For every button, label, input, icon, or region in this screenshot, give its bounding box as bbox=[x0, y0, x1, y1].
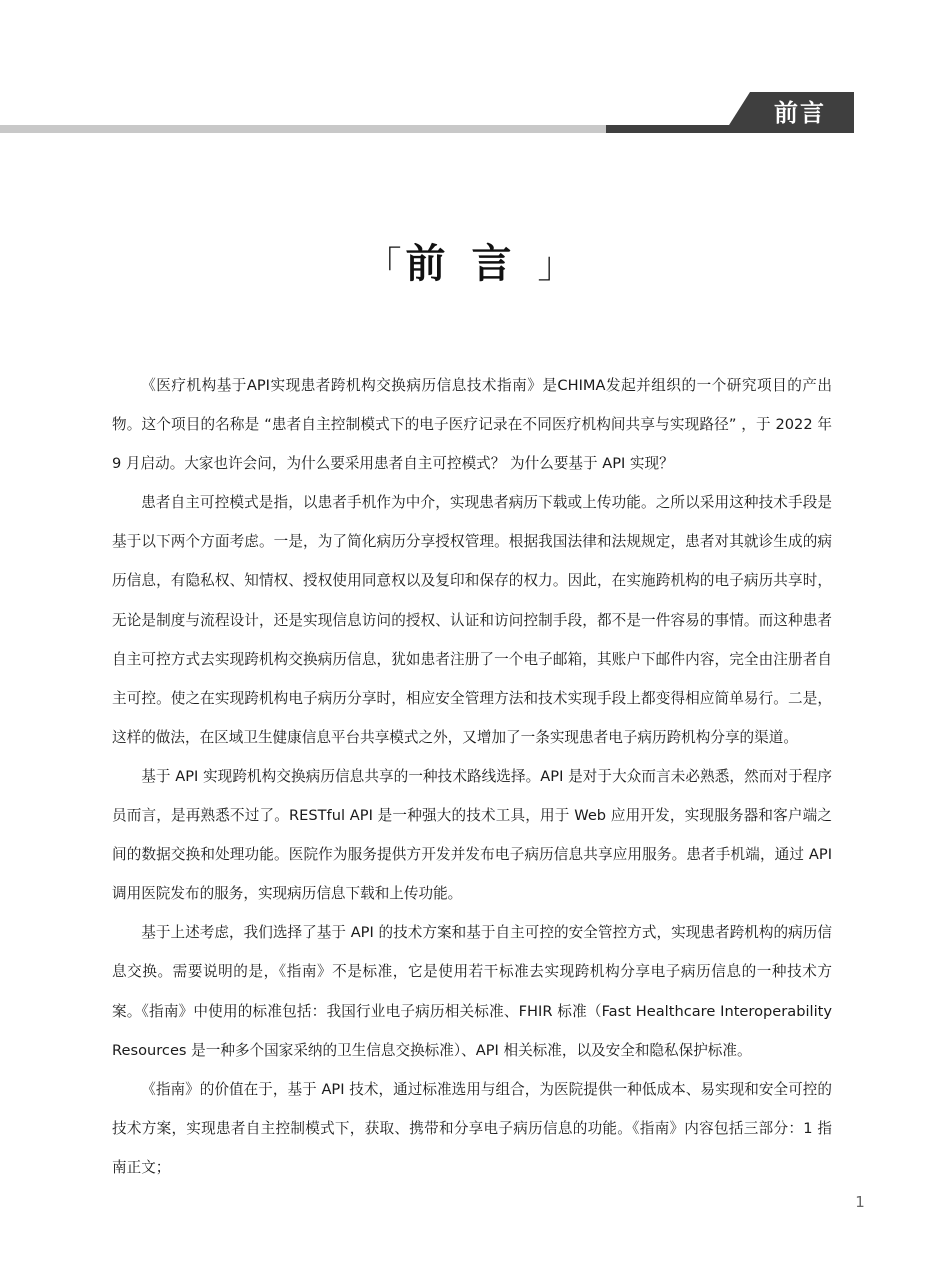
paragraph: 基于上述考虑，我们选择了基于 API 的技术方案和基于自主可控的安全管控方式，实现患者跨机构的病历信息交换。需要说明的是，《指南》不是标准，它是使用若干标准去实现跨机构分享电子病历信息的一种技术方案。《指南》中使用的标准包括：我国行业电子病历相关标准、FHIR 标准（Fast Healthcare Interoperability Resources 是一种多个国家采纳的卫生信息交换标准）、API 相关标准，以及安全和隐私保护标准。 bbox=[112, 924, 832, 1059]
title-close-bracket: 」 bbox=[537, 245, 578, 286]
section-tab-label: 前言 bbox=[774, 99, 826, 127]
header-rule-light bbox=[0, 125, 606, 133]
chapter-header bbox=[0, 0, 943, 140]
page-number: 1 bbox=[855, 1193, 865, 1211]
paragraph: 《医疗机构基于API实现患者跨机构交换病历信息技术指南》是CHIMA发起并组织的一个研究项目的产出物。这个项目的名称是 “患者自主控制模式下的电子医疗记录在不同医疗机构间共享与实现路径” ，于 2022 年 9 月启动。大家也许会问，为什么要采用患者自主可控模式？ 为什么要基于 API 实现？ bbox=[112, 377, 832, 473]
paragraph: 患者自主可控模式是指，以患者手机作为中介，实现患者病历下载或上传功能。之所以采用这种技术手段是基于以下两个方面考虑。一是，为了简化病历分享授权管理。根据我国法律和法规规定，患者对其就诊生成的病历信息，有隐私权、知情权、授权使用同意权以及复印和保存的权力。因此，在实施跨机构的电子病历共享时，无论是制度与流程设计，还是实现信息访问的授权、认证和访问控制手段，都不是一件容易的事情。而这种患者自主可控方式去实现跨机构交换病历信息，犹如患者注册了一个电子邮箱，其账户下邮件内容，完全由注册者自主可控。使之在实现跨机构电子病历分享时，相应安全管理方法和技术实现手段上都变得相应简单易行。二是，这样的做法，在区域卫生健康信息平台共享模式之外，又增加了一条实现患者电子病历跨机构分享的渠道。 bbox=[112, 494, 832, 746]
body-text bbox=[112, 366, 832, 1187]
page-title bbox=[0, 232, 943, 289]
paragraph: 《指南》的价值在于，基于 API 技术，通过标准选用与组合，为医院提供一种低成本、易实现和安全可控的技术方案，实现患者自主控制模式下，获取、携带和分享电子病历信息的功能。《指南》内容包括三部分：1 指南正文； bbox=[112, 1080, 832, 1176]
paragraph: 基于 API 实现跨机构交换病历信息共享的一种技术路线选择。API 是对于大众而言未必熟悉，然而对于程序员而言，是再熟悉不过了。RESTful API 是一种强大的技术工具，用于 Web 应用开发，实现服务器和客户端之间的数据交换和处理功能。医院作为服务提供方开发并发布电子病历信息共享应用服务。患者手机端，通过 API 调用医院发布的服务，实现病历信息下载和上传功能。 bbox=[112, 767, 832, 903]
title-open-bracket: 「 bbox=[365, 245, 406, 286]
title-text: 前言 bbox=[405, 241, 538, 287]
